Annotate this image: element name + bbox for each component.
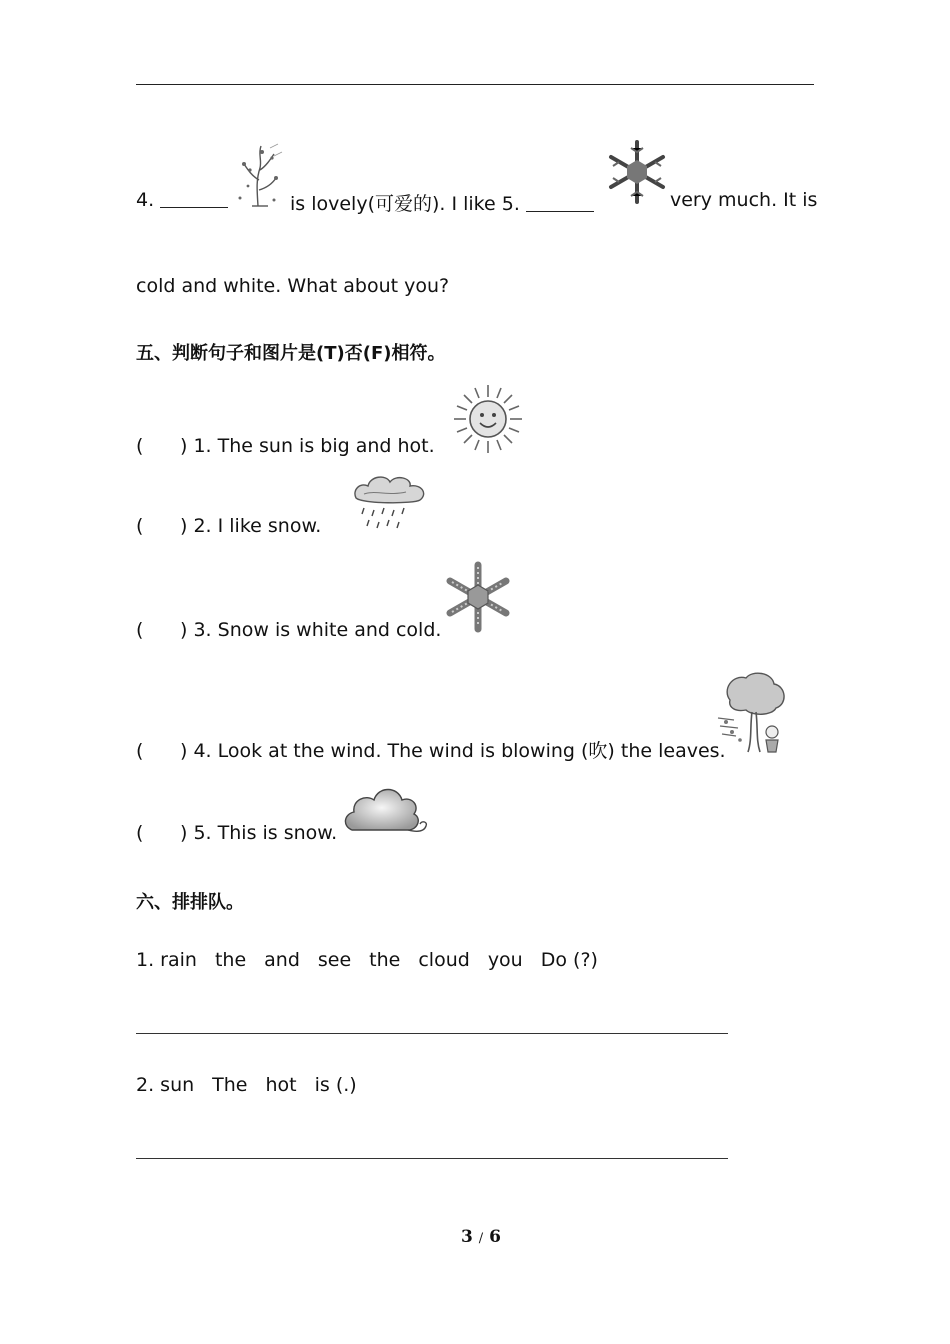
judge-item-5: ( ) 5. This is snow. [136,822,338,844]
judge-text-4: 4. Look at the wind. The wind is blowing (吹) the leaves. [193,740,726,762]
snowflake-picture-dark [604,136,670,208]
top-rule [136,84,814,85]
judge-answer-4[interactable]: ( [136,740,144,762]
judge-text-3: 3. Snow is white and cold. [193,619,442,641]
order-question-1: 1. rain the and see the cloud you Do (?) [136,949,598,971]
judge-text-5: 5. This is snow. [193,822,338,844]
answer-line-2[interactable] [136,1158,728,1159]
sun-picture [452,384,524,454]
judge-text-1: 1. The sun is big and hot. [193,435,435,457]
judge-answer-3[interactable]: ( [136,619,144,641]
judge-answer-1[interactable]: ( [136,435,144,457]
autumn-tree-picture [232,140,288,210]
page-number: 3 / 6 [461,1227,501,1247]
item-number-4: 4. [136,189,155,211]
section-6-heading: 六、排排队。 [136,892,244,913]
judge-item-2: ( ) 2. I like snow. [136,515,322,537]
judge-item-4: ( ) 4. Look at the wind. The wind is blowing (吹) the leaves. [136,740,726,762]
section-5-heading: 五、判断句子和图片是(T)否(F)相符。 [136,343,446,364]
fill-line-1-middle [290,189,594,216]
cloud-picture [342,782,432,842]
answer-blank-5[interactable] [526,193,594,212]
snowflake-picture [442,558,514,636]
answer-line-1[interactable] [136,1033,728,1034]
judge-answer-5[interactable]: ( [136,822,144,844]
fill-line-2: cold and white. What about you? [136,275,450,297]
windy-tree-picture [716,670,788,756]
judge-item-1: ( ) 1. The sun is big and hot. [136,435,435,457]
fill-text-a: is lovely(可爱的). I like 5. [290,193,520,215]
answer-blank-4[interactable] [160,189,228,208]
judge-answer-2[interactable]: ( [136,515,144,537]
judge-text-2: 2. I like snow. [193,515,322,537]
fill-text-b: very much. It is [670,189,818,211]
fill-line-1 [136,189,228,211]
judge-item-3: ( ) 3. Snow is white and cold. [136,619,442,641]
rain-cloud-picture [350,472,430,534]
order-question-2: 2. sun The hot is (.) [136,1074,357,1096]
